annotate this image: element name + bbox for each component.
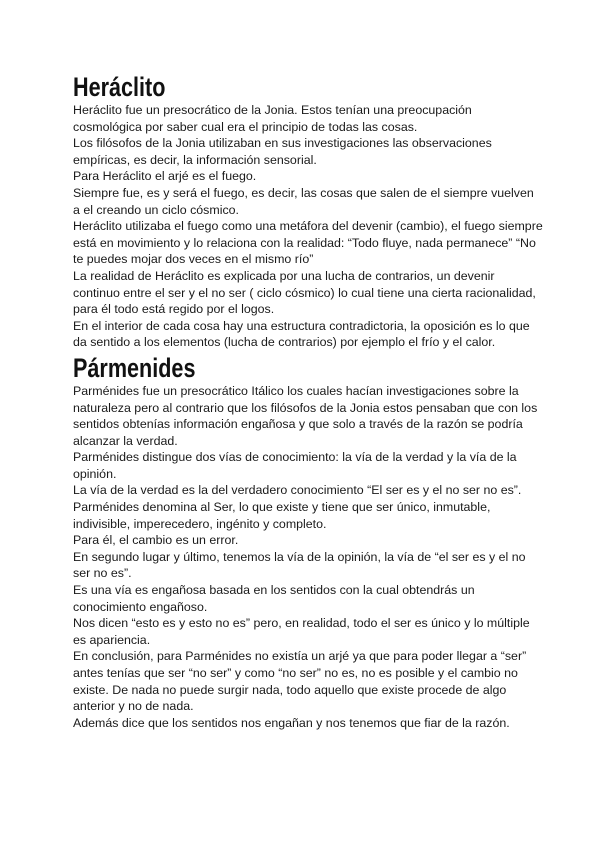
paragraph: Siempre fue, es y será el fuego, es decir, las cosas que salen de el siempre vuelven a el creando un ciclo cósmico. [73,185,534,217]
paragraph: Es una vía es engañosa basada en los sentidos con la cual obtendrás un conocimiento engañoso. [73,583,475,614]
paragraph: Heráclito utilizaba el fuego como una metáfora del devenir (cambio), el fuego siempre está en movimiento y lo relaciona con la realidad: “Todo fluye, nada permanece” “No te puedes mojar dos veces en el mismo río” [73,219,543,267]
paragraph: Parménides fue un presocrático Itálico los cuales hacían investigaciones sobre la naturaleza pero al contrario que los filósofos de la Jonia estos pensaban que con los sentidos obtenías información engañosa y que solo a través de la razón se podría alcanzar la verdad. [73,383,538,448]
paragraph: Nos dicen “esto es y esto no es” pero, en realidad, todo el ser es único y lo múltiple es apariencia. [73,616,530,647]
document-page [73,72,543,731]
paragraph: Los filósofos de la Jonia utilizaban en sus investigaciones las observaciones empíricas, es decir, la información sensorial. [73,136,492,167]
paragraph: En el interior de cada cosa hay una estructura contradictoria, la oposición es lo que da sentido a los elementos (lucha de contrarios) por ejemplo el frío y el calor. [73,318,530,350]
section-heraclito [73,72,543,351]
paragraph: En conclusión, para Parménides no existía un arjé ya que para poder llegar a “ser” antes tenías que ser “no ser” y como “no ser” no es, no es posible y el cambio no existe. De nada no puede surgir nada, todo aquello que existe procede de algo anterior y no de nada. [73,649,527,714]
paragraph: Además dice que los sentidos nos engañan y nos tenemos que fiar de la razón. [73,715,510,730]
section-title: Pármenides [73,352,196,383]
paragraph: Para él, el cambio es un error. [73,533,239,548]
paragraph: Para Heráclito el arjé es el fuego. [73,169,257,184]
paragraph: La vía de la verdad es la del verdadero conocimiento “El ser es y el no ser no es”. [73,483,522,498]
paragraph: Parménides denomina al Ser, lo que existe y tiene que ser único, inmutable, indivisible, imperecedero, ingénito y completo. [73,500,491,531]
paragraph: Parménides distingue dos vías de conocimiento: la vía de la verdad y la vía de la opinión. [73,450,517,481]
paragraph: Heráclito fue un presocrático de la Jonia. Estos tenían una preocupación cosmológica por saber cual era el principio de todas las cosas. [73,103,472,134]
section-title: Heráclito [73,72,166,102]
paragraph: En segundo lugar y último, tenemos la vía de la opinión, la vía de “el ser es y el no ser no es”. [73,549,526,581]
section-parmenides [73,353,543,731]
paragraph: La realidad de Heráclito es explicada por una lucha de contrarios, un devenir continuo entre el ser y el no ser ( ciclo cósmico) lo cual tiene una cierta racionalidad, para él todo está regido por el logos. [73,268,536,317]
